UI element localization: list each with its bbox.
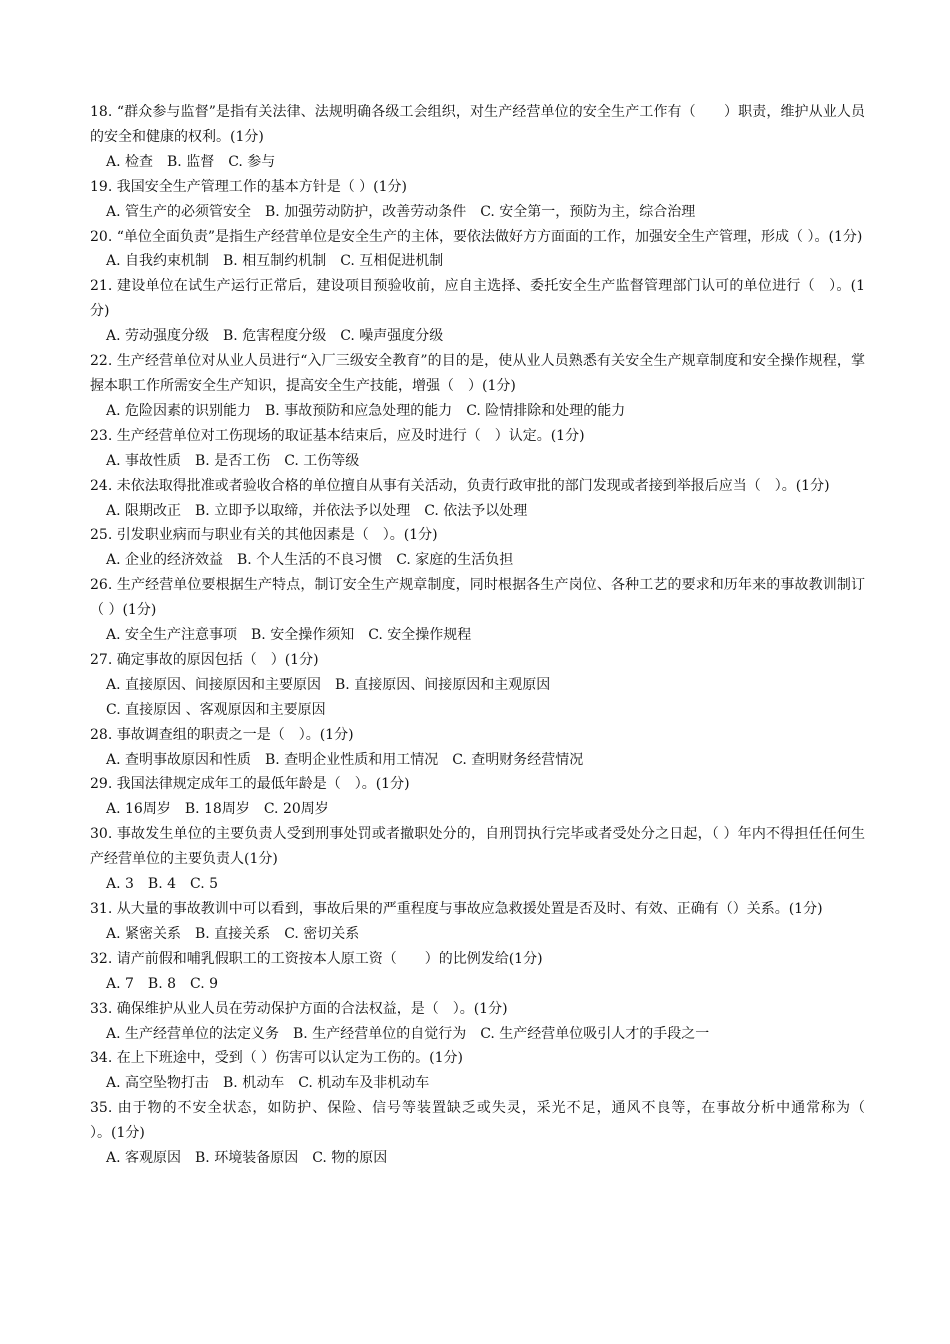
question-options: A. 事故性质 B. 是否工伤 C. 工伤等级: [106, 452, 360, 469]
question-block: [90, 175, 865, 225]
question-text: 25. 引发职业病而与职业有关的其他因素是（ ）。(1分): [90, 527, 438, 544]
question-options: A. 限期改正 B. 立即予以取缔，并依法予以处理 C. 依法予以处理: [106, 502, 528, 519]
question-options: A. 管生产的必须管安全 B. 加强劳动防护，改善劳动条件 C. 安全第一，预防为主，综合治理: [106, 203, 696, 220]
question-text: 29. 我国法律规定成年工的最低年龄是（ ）。(1分): [90, 776, 410, 793]
question-text: 28. 事故调查组的职责之一是（ ）。(1分): [90, 726, 354, 743]
question-options: A. 劳动强度分级 B. 危害程度分级 C. 噪声强度分级: [106, 328, 444, 345]
question-block: [90, 100, 865, 175]
question-options: A. 客观原因 B. 环境装备原因 C. 物的原因: [106, 1150, 388, 1167]
question-text: 26. 生产经营单位要根据生产特点，制订安全生产规章制度，同时根据各生产岗位、各种工艺的要求和历年来的事故教训制订（ ）(1分): [90, 577, 865, 619]
question-text: 32. 请产前假和哺乳假职工的工资按本人原工资（ ）的比例发给(1分): [90, 950, 543, 967]
question-options: A. 查明事故原因和性质 B. 查明企业性质和用工情况 C. 查明财务经营情况: [106, 751, 584, 768]
question-options: A. 生产经营单位的法定义务 B. 生产经营单位的自觉行为 C. 生产经营单位吸引人才的手段之一: [106, 1025, 710, 1042]
question-block: [90, 723, 865, 773]
question-list: [90, 100, 893, 1171]
question-text: 31. 从大量的事故教训中可以看到，事故后果的严重程度与事故应急救援处置是否及时、有效、正确有（）关系。(1分): [90, 901, 823, 917]
question-block: [90, 947, 865, 997]
question-text: 33. 确保维护从业人员在劳动保护方面的合法权益，是（ ）。(1分): [90, 1000, 508, 1017]
question-options: A. 7 B. 8 C. 9: [106, 975, 219, 992]
question-options: A. 企业的经济效益 B. 个人生活的不良习惯 C. 家庭的生活负担: [106, 552, 514, 569]
question-text: 30. 事故发生单位的主要负责人受到刑事处罚或者撤职处分的，自刑罚执行完毕或者受处分之日起，（ ）年内不得担任任何生产经营单位的主要负责人(1分): [90, 826, 865, 868]
question-text: 23. 生产经营单位对工伤现场的取证基本结束后，应及时进行（ ）认定。(1分): [90, 427, 585, 444]
question-options: C. 直接原因 、客观原因和主要原因: [106, 701, 326, 718]
question-block: [90, 274, 865, 349]
question-block: [90, 648, 865, 723]
question-options: A. 直接原因、间接原因和主要原因 B. 直接原因、间接原因和主观原因: [106, 676, 551, 693]
question-block: [90, 349, 865, 424]
question-block: [90, 1096, 893, 1171]
question-text: 21. 建设单位在试生产运行正常后，建设项目预验收前，应自主选择、委托安全生产监督管理部门认可的单位进行（ ）。(1分): [90, 278, 865, 320]
question-block: [90, 1046, 865, 1096]
question-text: 27. 确定事故的原因包括（ ）(1分): [90, 651, 319, 668]
question-block: [90, 523, 865, 573]
question-options: A. 自我约束机制 B. 相互制约机制 C. 互相促进机制: [106, 253, 444, 270]
question-block: [90, 772, 865, 822]
question-options: A. 高空坠物打击 B. 机动车 C. 机动车及非机动车: [106, 1075, 430, 1092]
question-options: A. 16周岁 B. 18周岁 C. 20周岁: [106, 801, 329, 818]
question-options: A. 危险因素的识别能力 B. 事故预防和应急处理的能力 C. 险情排除和处理的能力: [106, 402, 626, 419]
question-options: A. 3 B. 4 C. 5: [106, 876, 219, 893]
question-block: [90, 225, 865, 275]
question-text: 34. 在上下班途中，受到（ ）伤害可以认定为工伤的。(1分): [90, 1050, 463, 1067]
question-block: [90, 424, 865, 474]
question-text: 19. 我国安全生产管理工作的基本方针是（ ）(1分): [90, 178, 407, 195]
question-text: 18. “群众参与监督”是指有关法律、法规明确各级工会组织，对生产经营单位的安全生产工作有（ ）职责，维护从业人员的安全和健康的权利。(1分): [90, 104, 865, 145]
question-text: 35. 由于物的不安全状态，如防护、保险、信号等装置缺乏或失灵，采光不足，通风不良等，在事故分析中通常称为（ ）。(1分): [90, 1100, 893, 1142]
question-options: A. 紧密关系 B. 直接关系 C. 密切关系: [106, 925, 360, 942]
question-options: A. 安全生产注意事项 B. 安全操作须知 C. 安全操作规程: [106, 627, 472, 644]
question-text: 22. 生产经营单位对从业人员进行“入厂三级安全教育”的目的是，使从业人员熟悉有关安全生产规章制度和安全操作规程，掌握本职工作所需安全生产知识，提高安全生产技能，增强（ ）(1分): [90, 353, 865, 394]
question-options: A. 检查 B. 监督 C. 参与: [106, 153, 276, 170]
question-block: [90, 474, 865, 524]
question-block: [90, 822, 865, 897]
question-text: 24. 未依法取得批准或者验收合格的单位擅自从事有关活动，负责行政审批的部门发现或者接到举报后应当（ ）。(1分): [90, 477, 830, 494]
question-block: [90, 997, 865, 1047]
question-text: 20. “单位全面负责”是指生产经营单位是安全生产的主体，要依法做好方方面面的工作，加强安全生产管理，形成（ ）。(1分): [90, 228, 863, 245]
question-block: [90, 573, 865, 648]
question-block: [90, 897, 865, 947]
